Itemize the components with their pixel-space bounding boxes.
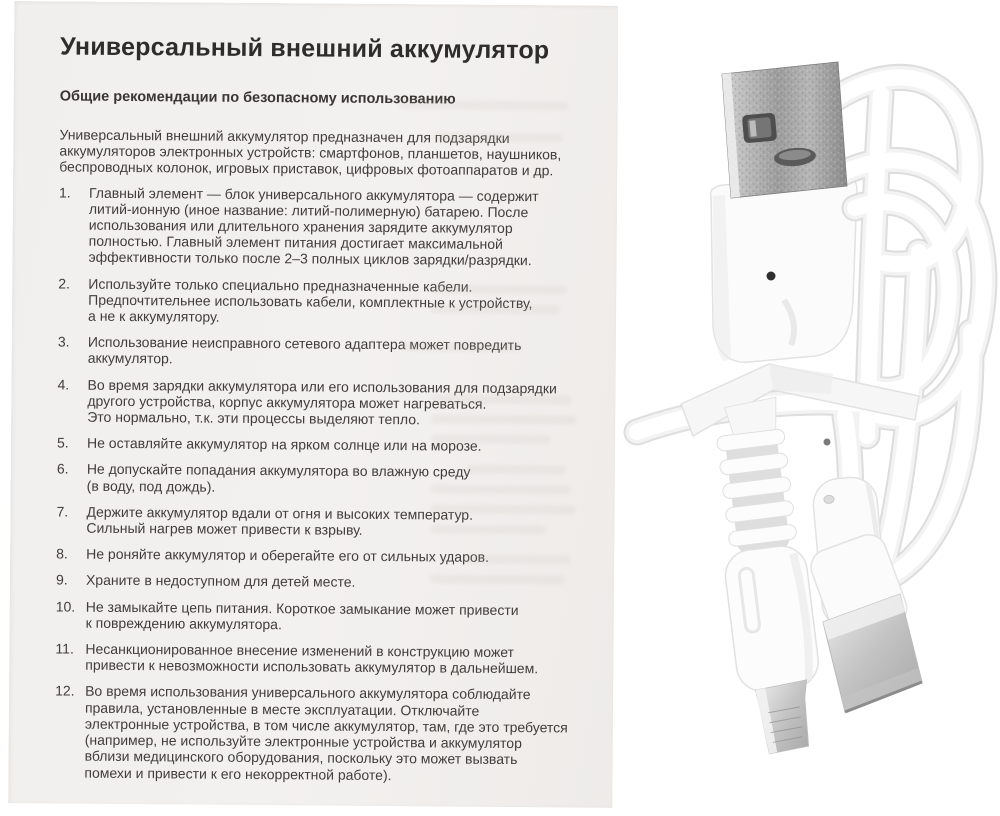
list-item-number: 4. <box>57 376 70 393</box>
list-item-text: Несанкционированное внесение изменений в конструкцию может привести к невозможности использовать аккумулятор в дальнейшем. <box>85 640 539 677</box>
list-item-text: Используйте только специально предназначенные кабели. Предпочтительнее использовать кабели, комплектные к устройству, а не к аккумулятору. <box>87 275 533 325</box>
list-item-text: Во время использования универсального аккумулятора соблюдайте правила, установленные в месте эксплуатации. Отключайте электронные устройства, в том числе аккумулятор, там, где это требуется (например, не используйте электронные устройства и аккумулятор вблизи медицинского оборудования, поскольку это может вызвать помехи и привести к его некорректной работе). <box>84 683 568 783</box>
list-item-text: Не роняйте аккумулятор и оберегайте его от сильных ударов. <box>86 545 490 566</box>
instruction-content <box>8 1 618 784</box>
list-item-number: 8. <box>56 545 68 562</box>
list-item-text: Храните в недоступном для детей месте. <box>85 572 356 591</box>
list-item-number: 5. <box>56 434 69 451</box>
list-item-text: Использование неисправного сетевого адаптера может повредить аккумулятор. <box>87 333 522 367</box>
list-item-text: Держите аккумулятор вдали от огня и высоких температур. Сильный нагрев может привести к взрыву. <box>86 503 474 538</box>
usb-cable-illustration <box>618 0 1000 816</box>
list-item-text: Главный элемент — блок универсального аккумулятора — содержит литий-ионную (иное название: литий-полимерную) батарею. После использования или длительного хранения зарядите аккумулятор полностью. Главный элемент питания достигает максимальной эффективности только после 2–3 полных циклов зарядки/разрядки. <box>88 184 539 269</box>
page-title: Универсальный внешний аккумулятор <box>60 32 550 65</box>
list-item-text: Не оставляйте аккумулятор на ярком солнце или на морозе. <box>86 434 482 455</box>
list-item <box>56 598 572 634</box>
list-item <box>58 275 574 328</box>
list-item-number: 11. <box>55 640 74 657</box>
list-item <box>55 641 571 677</box>
usb-a-plug-overmold <box>711 176 857 362</box>
usb-a-plug-metal <box>722 62 847 198</box>
list-item-number: 2. <box>58 275 71 292</box>
list-item-text: Не замыкайте цепь питания. Короткое замыкание может привести к повреждению аккумулятора. <box>85 598 519 633</box>
bleed-through-text <box>8 790 612 795</box>
list-item <box>58 334 574 370</box>
list-item-number: 6. <box>56 460 69 478</box>
led-dot <box>767 272 776 281</box>
list-item <box>54 683 571 784</box>
list-item-number: 7. <box>56 503 69 520</box>
list-item-text: Во время зарядки аккумулятора или его использования для подзарядки другого устройства, корпус аккумулятора может нагреваться. Это нормально, т.к. эти процессы выделяют тепло. <box>87 376 557 428</box>
instruction-sheet <box>8 1 618 808</box>
list-item-number: 1. <box>58 184 71 201</box>
list-item-number: 3. <box>57 333 70 350</box>
section-subtitle: Общие рекомендации по безопасному использованию <box>59 88 456 108</box>
intro-paragraph: Универсальный внешний аккумулятор предназначен для подзарядки аккумуляторов электронных устройств: смартфонов, планшетов, наушников, беспроводных колонок, игровых приставок, цифровых фотоаппаратов и др. <box>59 126 562 179</box>
micro-usb-metal-tip <box>755 680 815 755</box>
list-item-number: 9. <box>55 571 68 589</box>
list-item <box>58 184 575 269</box>
list-item-text: Не допускайте попадания аккумулятора во влажную среду (в воду, под дождь). <box>86 461 471 495</box>
product-photo-usb-cable <box>618 0 1000 816</box>
list-item-number: 10. <box>55 598 76 615</box>
list-item-number: 12. <box>55 682 75 700</box>
